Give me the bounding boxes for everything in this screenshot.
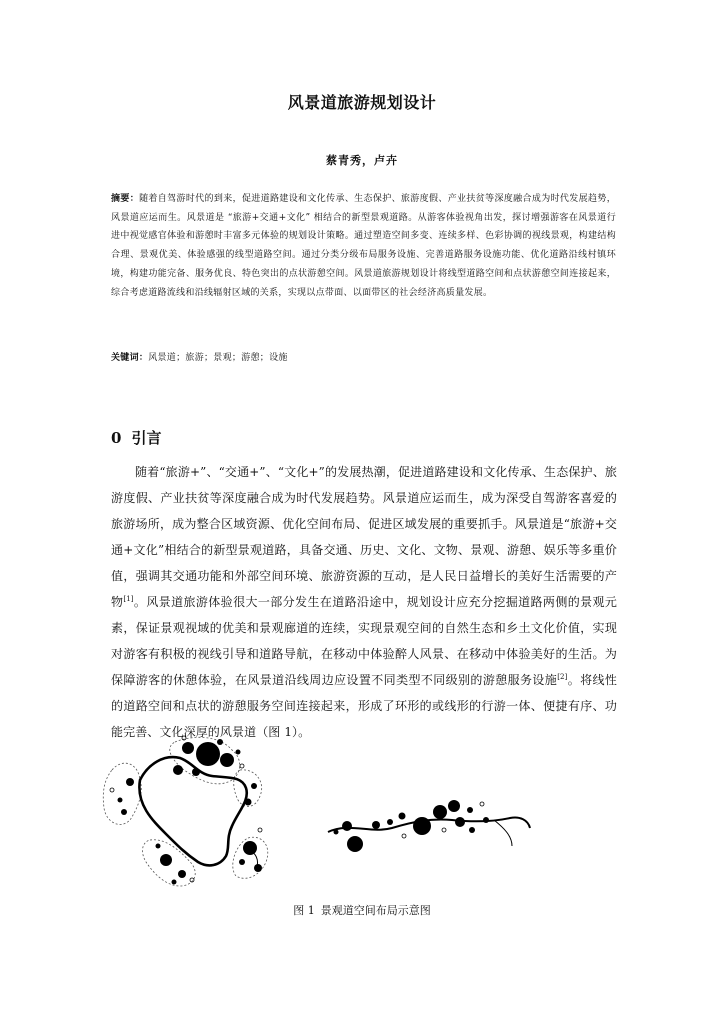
intro-paragraph — [111, 459, 617, 745]
section-title: 引言 — [131, 429, 162, 447]
linear-layout — [328, 800, 530, 852]
linear-branch — [494, 820, 512, 846]
citation-1: [1] — [123, 595, 134, 603]
minor-points — [110, 736, 262, 882]
paragraph-text-1: 随着“旅游+”、“交通+”、“文化+”的发展热潮，促进道路建设和文化传承、生态保护、旅游度假、产业扶贫等深度融合成为时代发展趋势。风景道应运而生，成为深受自驾游客喜爱的旅游场所，成为整合区域资源、优化空间布局、促进区域发展的重要抓手。风景道是“旅游+交通+文化”相结合的新型景观道路，具备交通、历史、文化、文物、景观、游憩、娱乐等多重价值，强调其交通功能和外部空间环境、旅游资源的互动，是人民日益增长的美好生活需要的产物 — [111, 465, 617, 609]
section-number: 0 — [111, 429, 122, 447]
figure-caption — [0, 902, 724, 918]
authors: 蔡青秀，卢卉 — [326, 154, 398, 167]
figure-caption-text: 景观道空间布局示意图 — [320, 904, 431, 917]
layout-diagram-svg — [100, 730, 620, 900]
abstract-text: 随着自驾游时代的到来，促进道路建设和文化传承、生态保护、旅游度假、产业扶贫等深度融合成为时代发展趋势，风景道应运而生。风景道是 “旅游+交通+文化” 相结合的新型景观道路。从游客体验视角出发，探讨增强游客在风景道行进中视觉感官体验和游憩时丰富多元体验的规划设计策略。通过塑造空间多变、连续多样、色彩协调的视线景观，构建结构合理、景观优美、体验感强的线型道路空间。通过分类分级布局服务设施、完善道路服务设施功能、优化道路沿线村镇环境，构建功能完备、服务优良、特色突出的点状游憩空间。风景道旅游规划设计将线型道路空间和点状游憩空间连接起来，综合考虑道路流线和沿线辐射区域的关系，实现以点带面、以面带区的社会经济高质量发展。 — [111, 194, 616, 298]
keywords-text: 风景道；旅游；景观；游憩；设施 — [148, 353, 288, 363]
abstract-label: 摘要： — [111, 194, 140, 204]
paragraph-text-3: 。将线性的道路空间和点状的游憩服务空间连接起来，形成了环形的或线形的行游一体、便捷有序、功能完善、文化深厚的风景道（图 1）。 — [111, 673, 617, 739]
ring-layout — [103, 736, 267, 886]
paper-title: 风景道旅游规划设计 — [287, 93, 437, 112]
keywords — [111, 349, 616, 367]
citation-2: [2] — [557, 673, 568, 681]
linear-points — [334, 800, 490, 852]
figure-number: 图 1 — [293, 904, 315, 917]
keywords-label: 关键词： — [111, 353, 149, 363]
service-zone-outline — [103, 763, 141, 824]
abstract — [111, 190, 616, 302]
paragraph-text-2: 。风景道旅游体验很大一部分发生在道路沿途中，规划设计应充分挖掘道路两侧的景观元素，保证景观视域的优美和景观廊道的连续，实现景观空间的自然生态和乡土文化价值，实现对游客有积极的视线引导和道路导航，在移动中体验醉人风景、在移动中体验美好的生活。为保障游客的休憩体验，在风景道沿线周边应设置不同类型不同级别的游憩服务设施 — [111, 595, 617, 687]
section-heading — [111, 427, 161, 448]
figure-1-diagram — [100, 730, 620, 900]
